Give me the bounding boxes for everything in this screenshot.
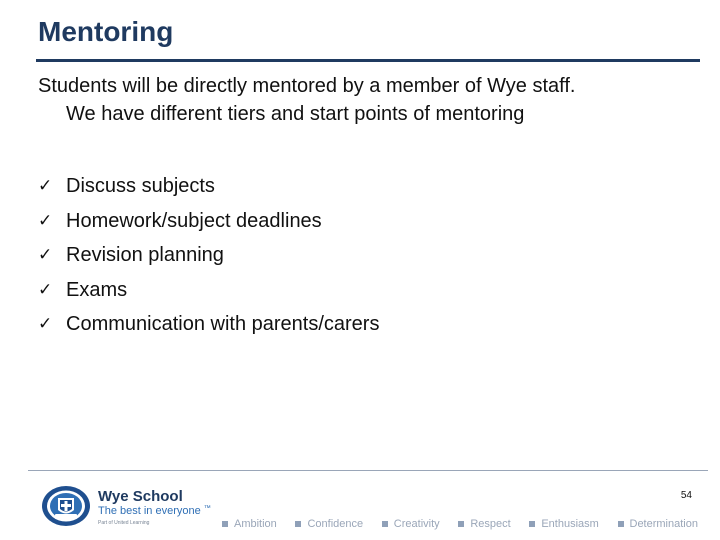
intro-line-2: We have different tiers and start points of mentoring <box>66 103 525 125</box>
school-subtagline: Part of United Learning <box>98 520 150 526</box>
mentoring-topics-list <box>38 169 379 342</box>
value-item <box>618 518 698 530</box>
intro-line-1: Students will be directly mentored by a member of Wye staff. <box>38 75 576 97</box>
checkmark-icon: ✓ <box>38 176 53 196</box>
title-divider <box>36 59 700 62</box>
school-name: Wye School <box>98 488 183 505</box>
list-item-label: Communication with parents/carers <box>66 313 380 335</box>
list-item <box>38 273 379 308</box>
list-item <box>38 204 379 239</box>
bullet-square-icon <box>382 521 388 527</box>
value-item <box>529 518 598 530</box>
value-label: Confidence <box>307 518 364 530</box>
bullet-square-icon <box>458 521 464 527</box>
checkmark-icon: ✓ <box>38 279 53 300</box>
page-number: 54 <box>680 490 692 501</box>
list-item-label: Homework/subject deadlines <box>66 209 322 232</box>
value-item <box>382 518 440 530</box>
value-item <box>222 518 277 530</box>
value-label: Ambition <box>234 518 277 530</box>
school-crest-icon <box>40 484 92 528</box>
value-item <box>458 518 510 530</box>
list-item-label: Revision planning <box>66 244 224 266</box>
value-label: Respect <box>470 518 511 530</box>
list-item <box>38 169 379 204</box>
value-label: Enthusiasm <box>541 518 599 530</box>
list-item <box>38 307 379 342</box>
list-item-label: Exams <box>66 278 128 301</box>
bullet-square-icon <box>222 521 228 527</box>
bullet-square-icon <box>295 521 301 527</box>
trademark-mark: ™ <box>203 505 211 512</box>
intro-text <box>38 72 698 128</box>
checkmark-icon: ✓ <box>38 245 53 265</box>
bullet-square-icon <box>618 521 624 527</box>
bullet-square-icon <box>529 521 535 527</box>
checkmark-icon: ✓ <box>38 314 53 334</box>
footer-divider <box>28 470 708 471</box>
school-values <box>222 518 698 530</box>
value-label: Creativity <box>393 518 440 530</box>
school-tagline <box>98 505 211 517</box>
value-label: Determination <box>629 518 698 530</box>
value-item <box>295 518 363 530</box>
list-item <box>38 238 379 273</box>
slide-title: Mentoring <box>38 16 174 47</box>
tagline-text: The best in everyone <box>98 505 201 517</box>
checkmark-icon: ✓ <box>38 210 53 231</box>
list-item-label: Discuss subjects <box>66 175 215 197</box>
